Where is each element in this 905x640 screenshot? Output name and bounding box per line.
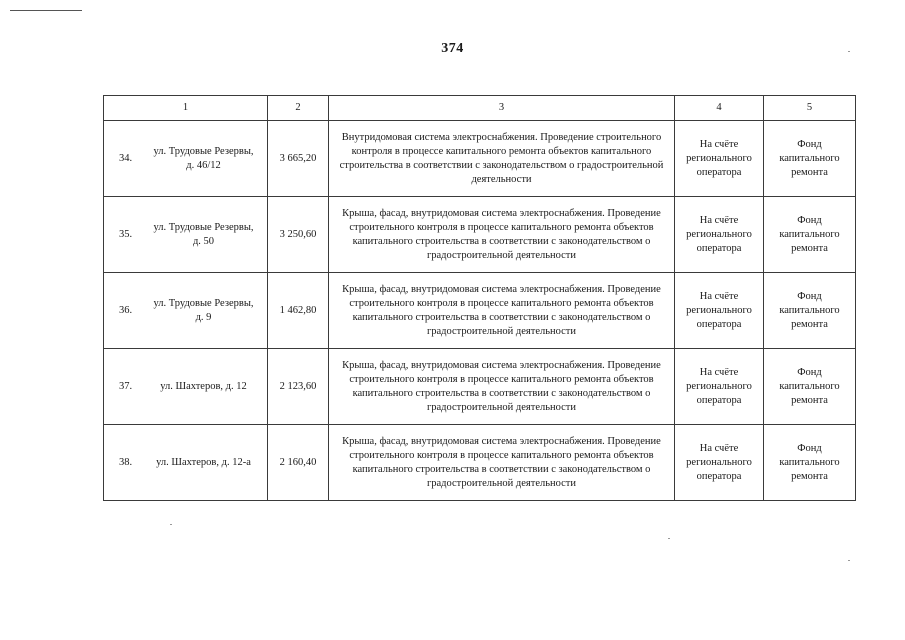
address-cell: [104, 121, 268, 197]
table-row: [104, 273, 856, 349]
row-address: ул. Шахтеров, д. 12-а: [156, 456, 251, 468]
address-cell: [104, 197, 268, 273]
column-header-2: 2: [268, 96, 329, 121]
works-cell: Крыша, фасад, внутридомовая система электроснабжения. Проведение строительного контроля в процессе капитального ремонта объектов капитального строительства в соответствии с законодательством о градостроительной деятельности: [329, 273, 675, 349]
row-number: 35.: [119, 228, 133, 240]
table-row: [104, 121, 856, 197]
address-cell: [104, 425, 268, 501]
account-cell: На счёте регионального оператора: [675, 349, 764, 425]
table-row: [104, 425, 856, 501]
row-address: ул. Трудовые Резервы, д. 46/12: [153, 145, 254, 171]
account-cell: На счёте регионального оператора: [675, 273, 764, 349]
column-header-5: 5: [764, 96, 856, 121]
column-header-3: 3: [329, 96, 675, 121]
row-address: ул. Трудовые Резервы, д. 50: [153, 221, 254, 247]
fund-cell: Фонд капитального ремонта: [764, 273, 856, 349]
address-cell: [104, 349, 268, 425]
page-number: 374: [441, 41, 464, 56]
fund-cell: Фонд капитального ремонта: [764, 425, 856, 501]
fund-cell: Фонд капитального ремонта: [764, 121, 856, 197]
scan-speck: [848, 51, 850, 52]
account-cell: На счёте регионального оператора: [675, 425, 764, 501]
scan-speck: [668, 538, 670, 539]
cost-cell: 1 462,80: [268, 273, 329, 349]
scan-speck: [170, 524, 172, 525]
account-cell: На счёте регионального оператора: [675, 197, 764, 273]
table-row: [104, 349, 856, 425]
row-address: ул. Трудовые Резервы, д. 9: [153, 297, 254, 323]
address-cell: [104, 273, 268, 349]
works-cell: Крыша, фасад, внутридомовая система электроснабжения. Проведение строительного контроля в процессе капитального ремонта объектов капитального строительства в соответствии с законодательством о градостроительной деятельности: [329, 197, 675, 273]
cost-cell: 3 250,60: [268, 197, 329, 273]
table-row: [104, 197, 856, 273]
account-cell: На счёте регионального оператора: [675, 121, 764, 197]
fund-cell: Фонд капитального ремонта: [764, 349, 856, 425]
row-number: 34.: [119, 152, 133, 164]
cost-cell: 3 665,20: [268, 121, 329, 197]
row-address: ул. Шахтеров, д. 12: [160, 380, 247, 392]
works-table-body: [104, 96, 856, 501]
row-number: 37.: [119, 380, 133, 392]
works-table: [103, 95, 856, 501]
row-number: 38.: [119, 456, 133, 468]
works-cell: Внутридомовая система электроснабжения. Проведение строительного контроля в процессе капитального ремонта объектов капитального строительства в соответствии с законодательством о градостроительной деятельности: [329, 121, 675, 197]
cost-cell: 2 123,60: [268, 349, 329, 425]
works-cell: Крыша, фасад, внутридомовая система электроснабжения. Проведение строительного контроля в процессе капитального ремонта объектов капитального строительства в соответствии с законодательством о градостроительной деятельности: [329, 349, 675, 425]
scan-speck: [848, 560, 850, 561]
cost-cell: 2 160,40: [268, 425, 329, 501]
scan-corner-rule: [10, 10, 82, 11]
row-number: 36.: [119, 304, 133, 316]
fund-cell: Фонд капитального ремонта: [764, 197, 856, 273]
column-header-4: 4: [675, 96, 764, 121]
table-header-row: [104, 96, 856, 121]
works-cell: Крыша, фасад, внутридомовая система электроснабжения. Проведение строительного контроля в процессе капитального ремонта объектов капитального строительства в соответствии с законодательством о градостроительной деятельности: [329, 425, 675, 501]
column-header-1: 1: [104, 96, 268, 121]
